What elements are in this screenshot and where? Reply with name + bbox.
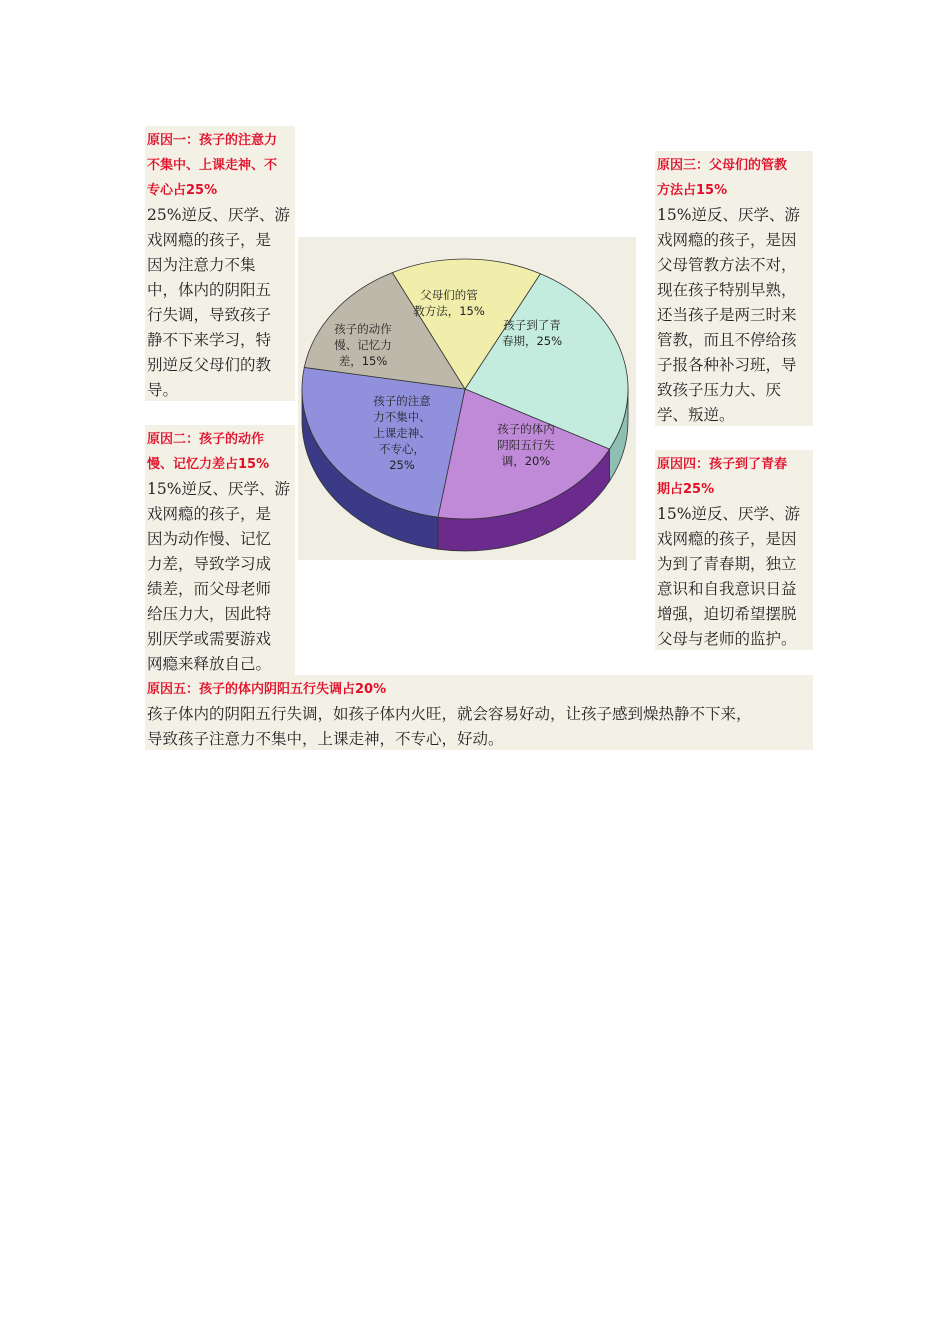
- pie-slice-label: 孩子的注意力不集中、上课走神、不专心， 25%: [373, 394, 431, 472]
- reason-four-body: 15%逆反、厌学、游 戏网瘾的孩子，是因 为到了青春期，独立 意识和自我意识日益 增强，迫切希望摆脱 父母与老师的监护。: [657, 505, 800, 648]
- reason-four-box: [655, 450, 813, 650]
- pie-slice-label: 孩子的体内阴阳五行失调，20%: [497, 422, 555, 468]
- reason-two-box: [145, 425, 295, 675]
- reason-four-heading: 原因四：孩子到了青春 期占25%: [657, 457, 788, 497]
- pie-chart: [298, 237, 636, 560]
- reason-one-box: [145, 126, 295, 401]
- pie-slice-label: 孩子的动作慢、记忆力差，15%: [334, 322, 392, 368]
- reason-five-heading: 原因五：孩子的体内阴阳五行失调占20%: [147, 682, 387, 697]
- reason-one-heading: 原因一：孩子的注意力 不集中、上课走神、不 专心占25%: [147, 133, 278, 198]
- reason-five-body: 孩子体内的阴阳五行失调，如孩子体内火旺，就会容易好动，让孩子感到燥热静不下来， 导致孩子注意力不集中，上课走神，不专心，好动。: [147, 705, 752, 748]
- pie-slice-label: 孩子到了青春期，25%: [501, 318, 563, 348]
- reason-three-box: [655, 151, 813, 426]
- pie-chart-panel: [298, 237, 636, 560]
- reason-three-body: 15%逆反、厌学、游 戏网瘾的孩子，是因 父母管教方法不对， 现在孩子特别早熟， 还当孩子是两三时来 管教，而且不停给孩 子报各种补习班，导 致孩子压力大、厌 学、叛逆。: [657, 206, 800, 424]
- pie-slice-label: 父母们的管教方法，15%: [413, 288, 485, 318]
- reason-five-box: [145, 675, 813, 750]
- reason-one-body: 25%逆反、厌学、游 戏网瘾的孩子，是 因为注意力不集 中，体内的阴阳五 行失调，导致孩子 静不下来学习，特 别逆反父母们的教 导。: [147, 206, 290, 399]
- reason-two-heading: 原因二：孩子的动作 慢、记忆力差占15%: [147, 432, 270, 472]
- reason-three-heading: 原因三：父母们的管教 方法占15%: [657, 158, 788, 198]
- reason-two-body: 15%逆反、厌学、游 戏网瘾的孩子，是 因为动作慢、记忆 力差，导致学习成 绩差，而父母老师 给压力大，因此特 别厌学或需要游戏 网瘾来释放自己。: [147, 480, 290, 673]
